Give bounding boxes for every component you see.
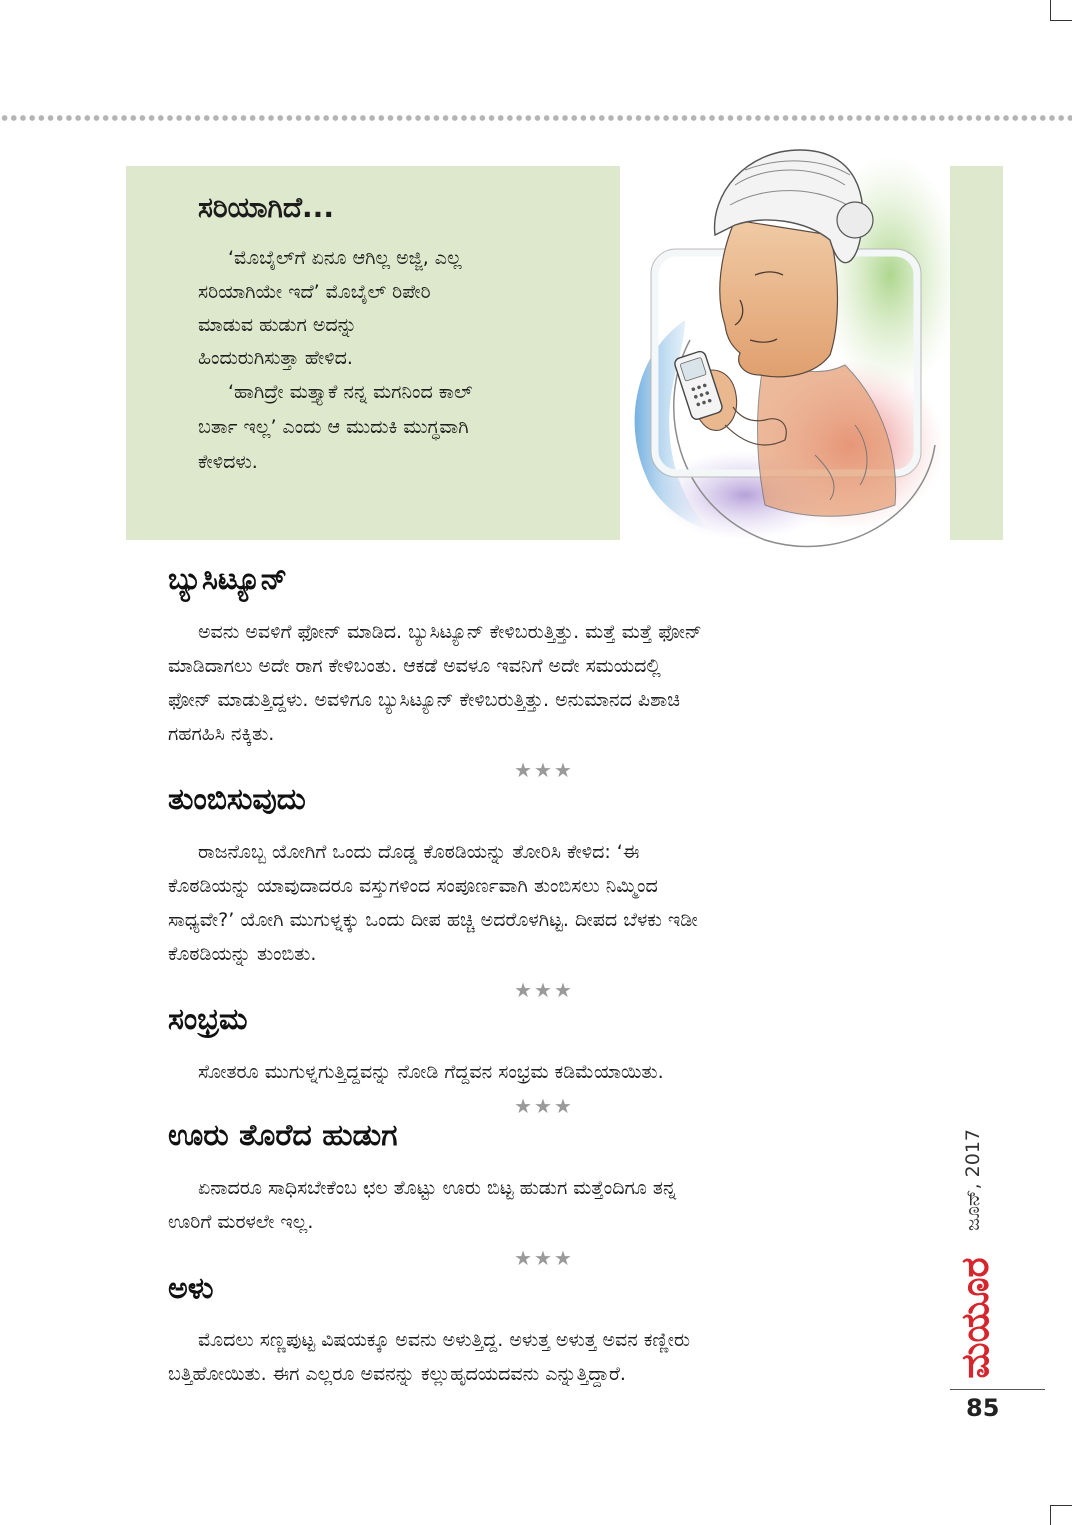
- page-number-rule: [950, 1389, 1045, 1390]
- face: [720, 220, 838, 377]
- story-line: ಮೊದಲು ಸಣ್ಣಪುಟ್ಟ ವಿಷಯಕ್ಕೂ ಅವನು ಅಳುತ್ತಿದ್ದ. ಅಳುತ್ತ ಅಳುತ್ತ ಅವನ ಕಣ್ಣೀರು: [198, 1329, 691, 1351]
- story-title: ಬ್ಯುಸಿಟ್ಯೂನ್: [168, 562, 288, 597]
- story-line: ಗಹಗಹಿಸಿ ನಕ್ಕಿತು.: [168, 723, 275, 745]
- story-line: ಅವನು ಅವಳಿಗೆ ಫೋನ್ ಮಾಡಿದ. ಬ್ಯುಸಿಟ್ಯೂನ್ ಕೇಳಿಬರುತ್ತಿತ್ತು. ಮತ್ತೆ ಮತ್ತೆ ಫೋನ್: [198, 621, 702, 643]
- story-title: ಅಳು: [168, 1271, 214, 1306]
- story-line: ಸೋತರೂ ಮುಗುಳ್ನಗುತ್ತಿದ್ದವನ್ನು ನೋಡಿ ಗೆದ್ದವನ ಸಂಭ್ರಮ ಕಡಿಮೆಯಾಯಿತು.: [198, 1061, 664, 1083]
- story-title: ತುಂಬಿಸುವುದು: [168, 782, 306, 817]
- sidebox-line: ಕೇಳಿದಳು.: [198, 451, 258, 473]
- story-line: ಬತ್ತಿಹೋಯಿತು. ಈಗ ಎಲ್ಲರೂ ಅವನನ್ನು ಕಲ್ಲುಹೃದಯದವನು ಎನ್ನುತ್ತಿದ್ದಾರೆ.: [168, 1363, 626, 1385]
- crop-mark-top-vertical: [1050, 0, 1051, 21]
- sidebox-right-strip: [950, 166, 1003, 540]
- story-line: ರಾಜನೊಬ್ಬ ಯೋಗಿಗೆ ಒಂದು ದೊಡ್ಡ ಕೊಠಡಿಯನ್ನು ತೋರಿಸಿ ಕೇಳಿದ: ‘ಈ: [198, 841, 640, 863]
- sidebox-line: ‘ಹಾಗಿದ್ರೇ ಮತ್ತ್ಯಾಕೆ ನನ್ನ ಮಗನಿಂದ ಕಾಲ್: [228, 381, 473, 403]
- sidebox-line: ಹಿಂದುರುಗಿಸುತ್ತಾ ಹೇಳಿದ.: [198, 347, 353, 369]
- dotted-divider: [0, 114, 1072, 122]
- story-line: ಏನಾದರೂ ಸಾಧಿಸಬೇಕೆಂಬ ಛಲ ತೊಟ್ಟು ಊರು ಬಿಟ್ಟ ಹುಡುಗ ಮತ್ತೆಂದಿಗೂ ತನ್ನ: [198, 1177, 677, 1199]
- page-number: 85: [966, 1394, 1000, 1422]
- story-title: ಸಂಭ್ರಮ: [168, 1002, 248, 1037]
- story-line: ಫೋನ್ ಮಾಡುತ್ತಿದ್ದಳು. ಅವಳಿಗೂ ಬ್ಯುಸಿಟ್ಯೂನ್ ಕೇಳಿಬರುತ್ತಿತ್ತು. ಅನುಮಾನದ ಪಿಶಾಚಿ: [168, 689, 680, 711]
- illustration-old-woman-with-phone: [615, 125, 955, 555]
- story-title: ಊರು ತೊರೆದ ಹುಡುಗ: [168, 1118, 398, 1153]
- crop-mark-top-horizontal: [1050, 20, 1072, 21]
- story-line: ಕೊಠಡಿಯನ್ನು ಯಾವುದಾದರೂ ವಸ್ತುಗಳಿಂದ ಸಂಪೂರ್ಣವಾಗಿ ತುಂಬಿಸಲು ನಿಮ್ಮಿಂದ: [168, 875, 658, 897]
- issue-date: ಜೂನ್, 2017: [962, 1128, 984, 1232]
- magazine-logo: ಮಯೂರ: [953, 1257, 997, 1379]
- separator-stars: ★★★: [514, 1094, 574, 1118]
- crop-mark-bottom-horizontal: [1050, 1505, 1072, 1506]
- story-line: ಊರಿಗೆ ಮರಳಲೇ ಇಲ್ಲ.: [168, 1211, 314, 1233]
- hair-bun: [837, 202, 873, 238]
- sidebox-line: ‘ಮೊಬೈಲ್‌ಗೆ ಏನೂ ಆಗಿಲ್ಲ ಅಜ್ಜಿ, ಎಲ್ಲ: [228, 247, 462, 269]
- sidebox-line: ಮಾಡುವ ಹುಡುಗ ಅದನ್ನು: [198, 314, 357, 336]
- separator-stars: ★★★: [514, 1246, 574, 1270]
- sidebox-line: ಸರಿಯಾಗಿಯೇ ಇದೆ’ ಮೊಬೈಲ್ ರಿಪೇರಿ: [198, 281, 431, 303]
- story-line: ಕೊಠಡಿಯನ್ನು ತುಂಬಿತು.: [168, 943, 317, 965]
- separator-stars: ★★★: [514, 758, 574, 782]
- story-line: ಮಾಡಿದಾಗಲು ಅದೇ ರಾಗ ಕೇಳಿಬಂತು. ಆಕಡೆ ಅವಳೂ ಇವನಿಗೆ ಅದೇ ಸಮಯದಲ್ಲಿ: [168, 655, 661, 677]
- separator-stars: ★★★: [514, 978, 574, 1002]
- sidebox-title: ಸರಿಯಾಗಿದೆ...: [198, 191, 334, 224]
- sidebox-line: ಬರ್ತಾ ಇಲ್ಲ’ ಎಂದು ಆ ಮುದುಕಿ ಮುಗ್ಧವಾಗಿ: [198, 416, 469, 438]
- story-line: ಸಾಧ್ಯವೇ?’ ಯೋಗಿ ಮುಗುಳ್ನಕ್ಕು ಒಂದು ದೀಪ ಹಚ್ಚಿ ಅದರೊಳಗಿಟ್ಟ. ದೀಪದ ಬೆಳಕು ಇಡೀ: [168, 909, 698, 931]
- crop-mark-bottom-vertical: [1050, 1505, 1051, 1525]
